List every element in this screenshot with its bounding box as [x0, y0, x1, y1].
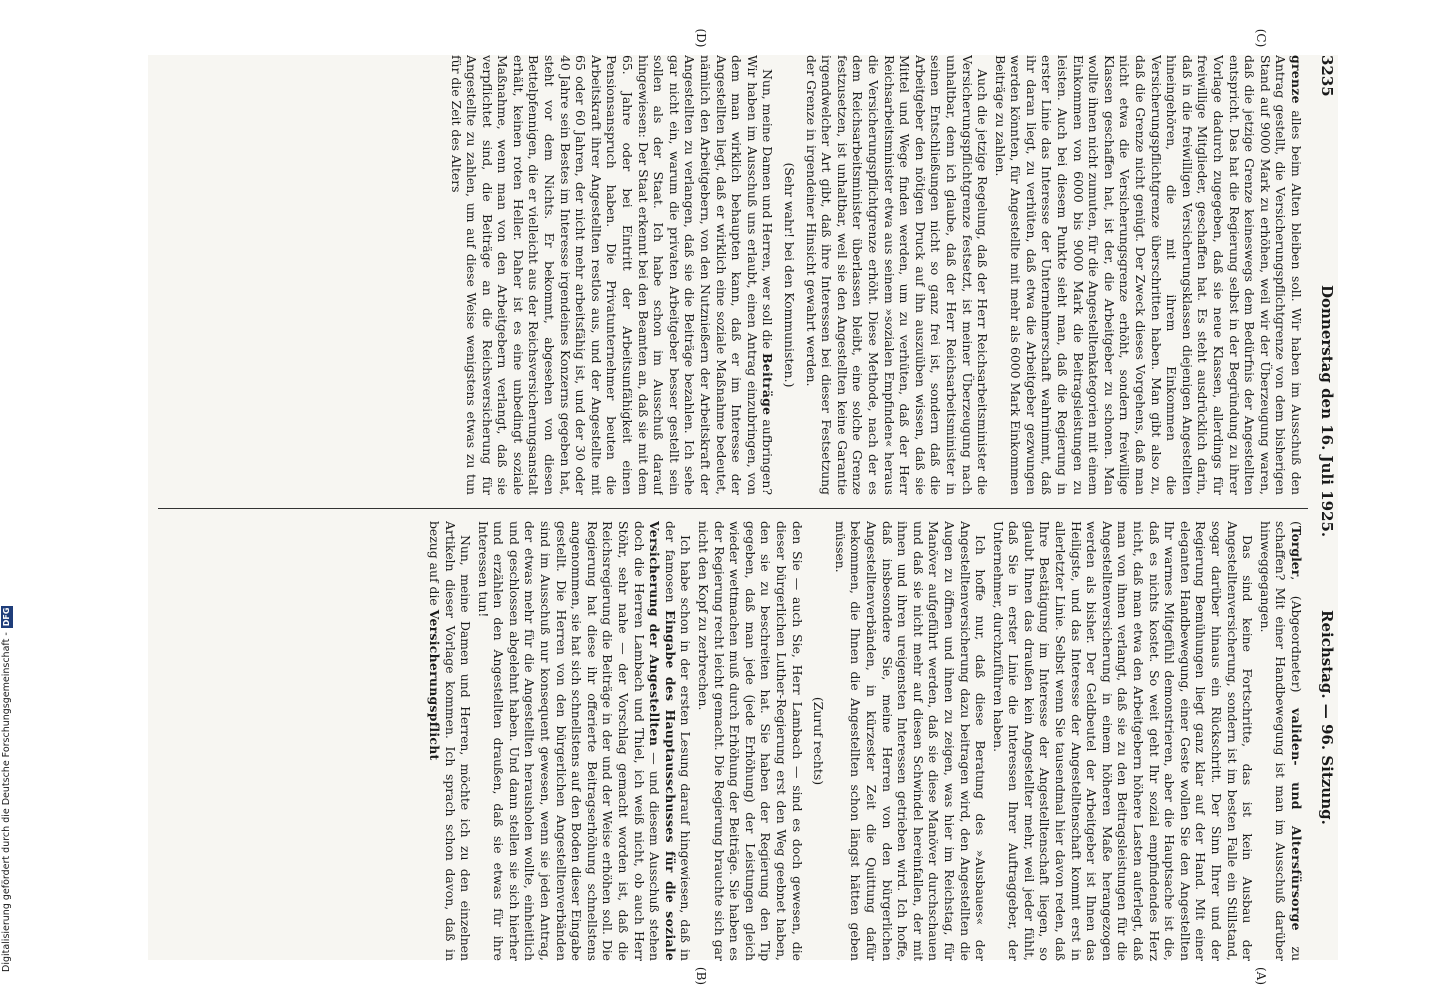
column-divider	[158, 508, 1308, 509]
interjection: (Sehr wahr! bei den Kommunisten.)	[782, 162, 797, 388]
emphasized-term: Beiträge	[760, 353, 776, 416]
text-column-right-page	[154, 55, 1304, 495]
digitization-credit-strip	[0, 0, 14, 1000]
rotated-page-content	[148, 28, 1338, 986]
speaker-role: (Abgeordneter)	[1289, 595, 1304, 693]
paragraph: Das sind keine Fortschritte, das ist kein Ausbau der Angestelltenversicherung, sondern ist im besten Falle ein Stillstand, sogar darüber hinaus ein Rückschritt. Der Sinn Ihrer und der Regierung Bemühungen liegt ganz klar auf der Hand. Mit einer eleganten Handbewegung, einer Geste wollen Sie den Angestellten Ihr warmes Mitgefühl demonstrieren, aber die Hauptsache ist die, daß es nichts kostet. So weit geht Ihr sozial empfindendes Herz nicht, daß man etwa den Arbeitgebern höhere Lasten auferlegt, daß man von ihnen verlangt, daß sie zu den Beitragsleistungen für die Angestelltenversicherung in einem höheren Maße herangezogen werden als bisher. Der Geldbeutel der Arbeitgeber ist Ihnen das Heiligste, und das Interesse der Angestelltenschaft kommt erst in allerletzter Linie. Selbst wenn Sie tausendmal hier davon reden, daß Ihre Bestätigung im Interesse der Angestelltenschaft liegen, so glaubt Ihnen das draußen kein Angestellter mehr, weil jeder fühlt, daß Sie in erster Linie die Interessen Ihrer Auftraggeber, der Unternehmer, durchzuführen haben.	[990, 521, 1256, 961]
paragraph-text: — und diesem Ausschuß stehen doch die Herren Lambach und Thiel, ich weiß nicht, ob auch Herr Stöhr, sehr nahe — der Vorschlag gemacht worden ist, daß die Reichsregierung die Beiträge in der und der Weise erhöhen soll. Die Regierung hat diese ihr offerierte Beitragserhöhung schnellstens angenommen, sie hat sich schnellstens auf den Boden dieser Eingabe gestellt. Die Herren von den bürgerlichen Angestelltenverbänden sind im Ausschuß nur konsequent gewesen, wenn sie jeden Antrag, der etwas mehr für die Angestellten herausholen wollte, einheitlich und geschlossen abgelehnt haben. Und dann stellen sie sich hierher und erzählen den Angestellten draußen, daß sie etwas für ihre Interessen tun!	[475, 521, 663, 961]
paragraph-text: zu schaffen? Mit einer Handbewegung ist man im Ausschuß darüber hinweggegangen.	[1257, 521, 1304, 961]
paragraph	[992, 55, 1304, 495]
margin-marker-b: (B)	[694, 966, 708, 986]
margin-marker-d: (D)	[694, 28, 708, 48]
emphasized-term: Versicherungspflicht	[426, 609, 442, 761]
emphasized-term: validen- und Altersfürsorge	[1289, 708, 1304, 931]
header-date: Donnerstag den 16. Juli 1925.	[1318, 285, 1336, 538]
margin-marker-c: (C)	[1254, 28, 1268, 48]
paragraph: Auch die jetzige Regelung, daß der Herr Reichsarbeitsminister die Versicherungspflichtgrenze festsetzt, ist meiner Überzeugung nach unhaltbar, denn ich glaube, daß der Herr Reichsarbeitsminister in seinen Entschließungen nicht so ganz frei ist, sondern daß die Arbeitgeber den nötigen Druck auf ihn auszuüben wissen, daß sie Mittel und Wege finden werden, um zu verhüten, daß der Herr Reichsarbeitsminister etwa aus seinem »sozialen Empfinden« heraus die Versicherungspflichtgrenze erhöht. Diese Methode, nach der es dem Reichsarbeitsminister überlassen bleibt, eine solche Grenze festzusetzen, ist unhaltbar, weil sie den Angestellten keine Garantie irgendwelcher Art gibt, daß ihre Interessen bei dieser Festsetzung der Grenze in irgendeiner Hinsicht gewahrt werden.	[803, 55, 991, 495]
paragraph-text: Nun, meine Damen und Herren, wer soll die	[760, 69, 776, 353]
paragraph	[475, 521, 693, 961]
paragraph-text: aufbringen? Wir haben im Ausschuß uns erlaubt, einen Antrag einzubringen, von dem man wirklich behaupten kann, daß er im Interesse der Angestellten liegt, daß er wirklich eine soziale Maßnahme bedeutet, nämlich den Arbeitgebern, von den Nutznießern der Arbeitskraft der Angestellten zu verlangen, daß sie die Beiträge bezahlen. Ich sehe gar nicht ein, warum die privaten Arbeitgeber besser gestellt sein sollen als der Staat. Ich habe schon im Ausschuß darauf hingewiesen: Der Staat erkennt bei den Beamten an, daß sie mit dem 65. Jahre oder bei Eintritt der Arbeitsunfähigkeit einen Pensionsanspruch haben. Die Privatunternehmer beuten die Arbeitskraft ihrer Angestellten restlos aus, und der Angestellte mit 65 oder 60 Jahren, der nicht mehr arbeitsfähig ist, und der 30 oder 40 Jahre sein Bestes im Interesse irgendeines Konzerns gegeben hat, steht vor dem Nichts. Er bekommt, abgesehen von diesen Bettelpfennigen, die er vielleicht aus der Reichsversicherungsanstalt erhält, keinen roten Heller. Daher ist es eine unbedingt soziale Maßnahme, wenn man von den Arbeitgebern verlangt, daß sie verpflichtet sind, die Beiträge an die Reichsversicherung für Angestellte zu zahlen, um auf diese Weise wenigstens etwas zu tun für die Zeit des Alters	[448, 55, 776, 495]
emphasized-term: grenze	[1289, 55, 1304, 104]
paragraph-text: alles beim Alten bleiben soll. Wir haben im Ausschuß den Antrag gestellt, die Versicherungspflichtgrenze von dem bisherigen Stand auf 9000 Mark zu erhöhen, weil wir der Überzeugung waren, daß die jetzige Grenze keineswegs dem Bedürfnis der Angestellten entspricht. Das hat die Regierung selbst in der Begründung zu ihrer Vorlage dadurch zugegeben, daß sie neue Klassen, allerdings für freiwillige Mitglieder, geschaffen hat. Es steht ausdrücklich darin, daß in die freiwilligen Versicherungsklassen diejenigen Angestellten hineingehören, die mit ihrem Einkommen die Versicherungspflichtgrenze überschritten haben. Man gibt also zu, daß die Grenze nicht genügt. Der Zweck dieses Vorgehens, daß man nicht etwa die Versicherungsgrenze erhöht, sondern freiwillige Klassen geschaffen hat, ist der, die Arbeitgeber zu schonen. Man wollte ihnen nicht zumuten, für die Angestelltenkategorien mit einem Einkommen von 6000 bis 9000 Mark die Beitragsleistungen zu leisten. Auch bei diesem Punkte sieht man, daß die Regierung in erster Linie das Interesse der Unternehmerschaft wahrnimmt, daß ihr daran liegt, zu verhüten, daß etwa die Arbeitgeber gezwungen werden könnten, für Angestellte mit mehr als 6000 Mark Einkommen Beiträge zu zahlen.	[992, 55, 1304, 495]
paragraph: den Sie — auch Sie, Herr Lambach — sind es doch gewesen, die dieser bürgerlichen Luther-Regierung erst den Weg geebnet haben, den sie zu beschreiten hat. Sie haben der Regierung den Tip gegeben, daß man jede (jede Erhöhung) der Leistungen gleich wieder wettmachen muß durch Erhöhung der Beiträge. Sie haben es der Regierung recht leicht gemacht. Die Regierung brauchte sich gar nicht den Kopf zu zerbrechen.	[696, 521, 805, 961]
paragraph-text: Ich habe schon in der ersten Lesung darauf hingewiesen, daß in der famosen	[662, 521, 694, 961]
page-header	[1314, 55, 1338, 960]
emphasized-term: Eingabe des Hauptausschusses für die soziale Versicherung der Angestellten	[647, 521, 678, 961]
interjection: (Zuruf rechts)	[811, 696, 827, 786]
dfg-logo: DFG	[2, 607, 11, 627]
page-number: 3235	[1318, 55, 1336, 97]
speaker-name: Torgler	[1289, 525, 1304, 577]
header-session: Reichstag. — 96. Sitzung.	[1318, 610, 1336, 825]
paragraph-text: Nun, meine Damen und Herren, möchte ich zu den einzelnen Artikeln dieser Vorlage kommen. Ich sprach schon davon, daß in bezug auf die	[426, 521, 474, 961]
document-page	[148, 28, 1338, 986]
text-column-left-page	[154, 521, 1304, 961]
paragraph: Ich hoffe nur, daß diese Beratung des »Ausbaues« der Angestelltenversicherung dazu beitragen wird, den Angestellten die Augen zu öffnen und ihnen zu zeigen, was hier im Reichstag, für Manöver aufgeführt werden, daß sie diese Manöver durchschauen und daß sie nicht mehr auf diesen Schwindel hereinfallen, der mit ihnen und ihren ureigensten Interessen getrieben wird. Ich hoffe, daß insbesondere Sie, meine Herren von den bürgerlichen Angestelltenverbänden, in kürzester Zeit die Quittung dafür bekommen, die Ihnen die Angestellten schon längst hätten geben müssen.	[832, 521, 989, 961]
margin-marker-a: (A)	[1254, 966, 1268, 986]
digitization-credit-text: Digitalisierung gefördert durch die Deutsche Forschungsgemeinschaft -	[1, 632, 12, 972]
digitization-credit	[0, 0, 14, 1000]
paragraph	[448, 55, 775, 495]
paragraph	[426, 521, 473, 961]
paragraph: (Torgler, (Abgeordneter) validen- und Altersfürsorge zu schaffen? Mit einer Handbewegung ist man im Ausschuß darüber hinweggegangen.	[1257, 521, 1304, 961]
